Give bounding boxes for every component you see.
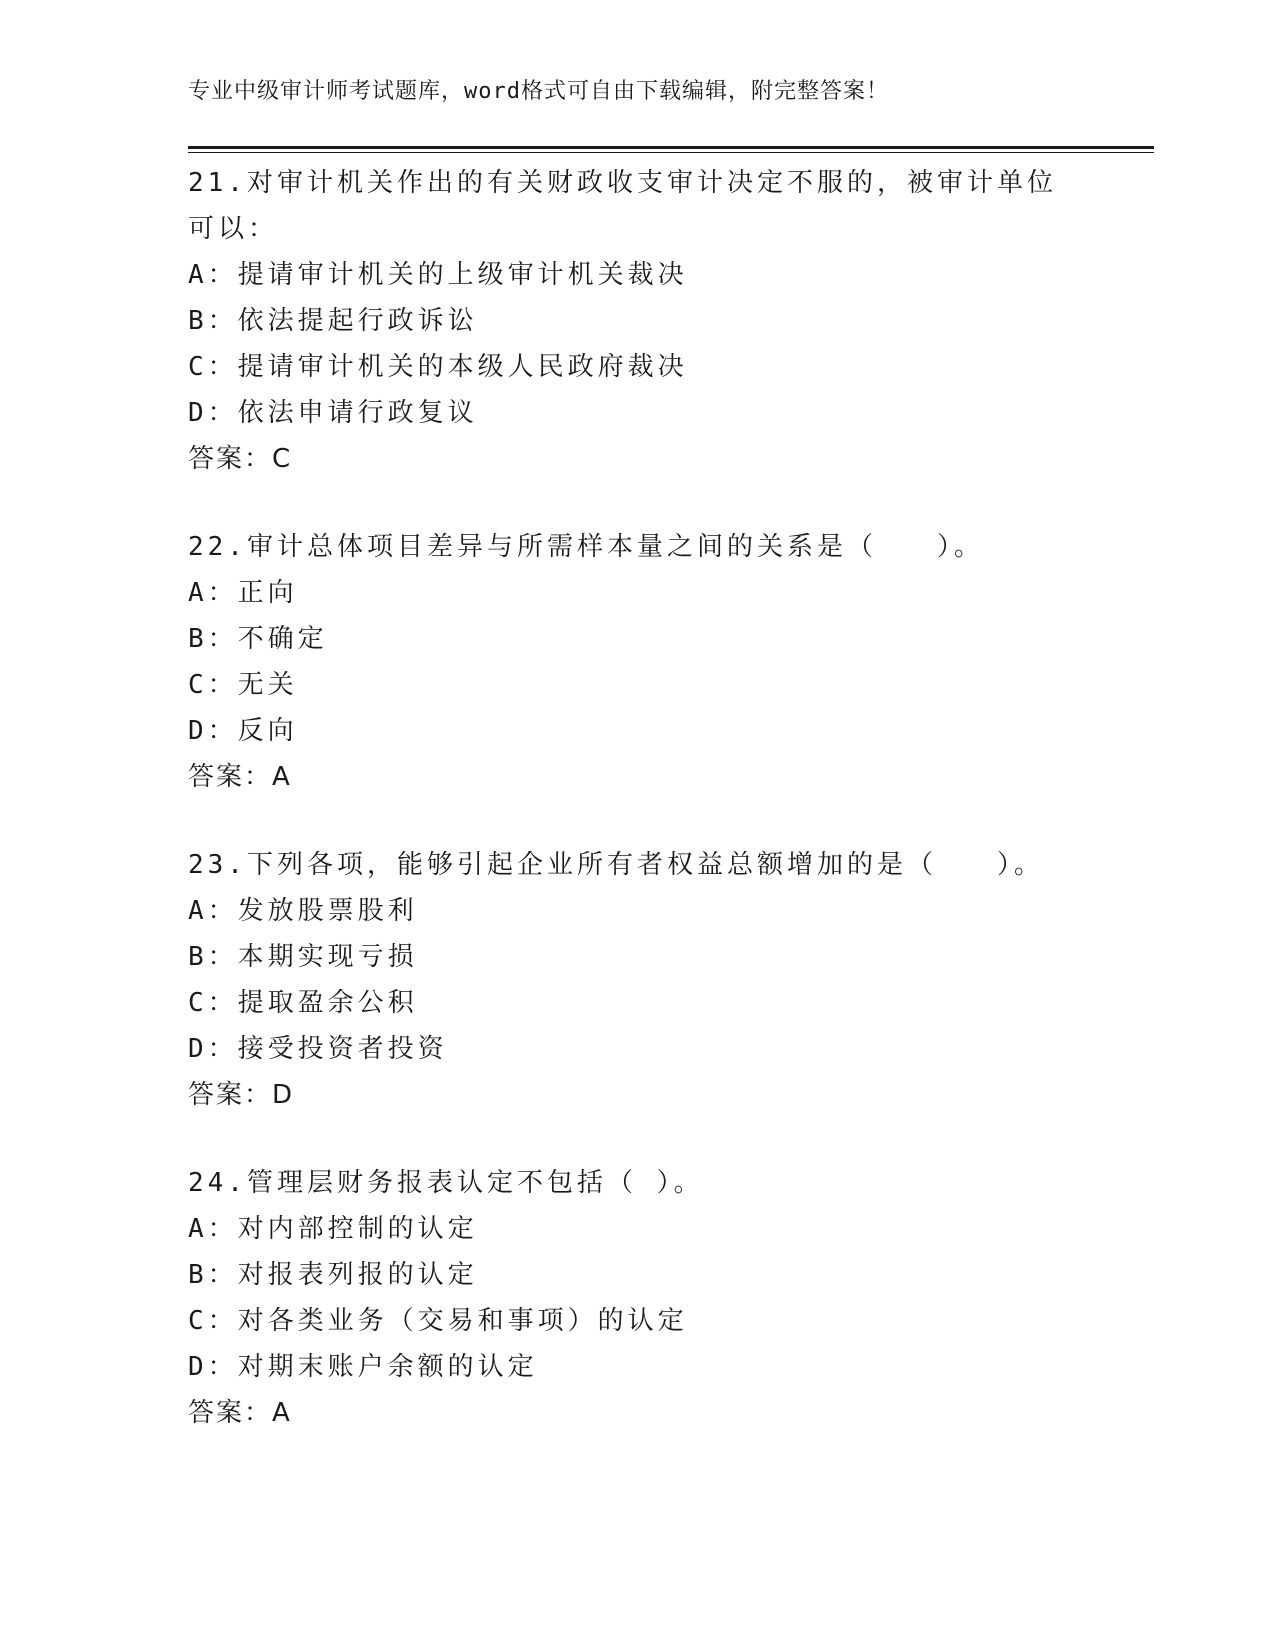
question-stem: 24.管理层财务报表认定不包括（ ）。 [188, 1168, 704, 1198]
option-b: B：对报表列报的认定 [188, 1260, 478, 1290]
option-d: D：对期末账户余额的认定 [188, 1352, 538, 1382]
answer: 答案：D [188, 1080, 295, 1110]
question-list [188, 160, 1148, 1478]
option-c: C：提请审计机关的本级人民政府裁决 [188, 352, 688, 382]
option-c: C：提取盈余公积 [188, 988, 418, 1018]
answer: 答案：C [188, 444, 293, 474]
header-rule-thin [188, 152, 1154, 153]
option-b: B：不确定 [188, 624, 328, 654]
option-d: D：接受投资者投资 [188, 1034, 448, 1064]
option-a: A：发放股票股利 [188, 896, 418, 926]
option-b: B：本期实现亏损 [188, 942, 418, 972]
option-a: A：正向 [188, 578, 298, 608]
question-22 [188, 524, 1148, 800]
question-24 [188, 1160, 1148, 1436]
question-stem: 21.对审计机关作出的有关财政收支审计决定不服的，被审计单位可以： [188, 168, 1057, 244]
header-rule-thick [188, 146, 1154, 149]
question-stem: 23.下列各项，能够引起企业所有者权益总额增加的是（ ）。 [188, 850, 1044, 880]
option-c: C：无关 [188, 670, 298, 700]
question-stem: 22.审计总体项目差异与所需样本量之间的关系是（ ）。 [188, 532, 984, 562]
question-23 [188, 842, 1148, 1118]
option-a: A：提请审计机关的上级审计机关裁决 [188, 260, 688, 290]
option-b: B：依法提起行政诉讼 [188, 306, 478, 336]
option-d: D：反向 [188, 716, 298, 746]
option-d: D：依法申请行政复议 [188, 398, 478, 428]
answer: 答案：A [188, 762, 292, 792]
option-a: A：对内部控制的认定 [188, 1214, 478, 1244]
answer: 答案：A [188, 1398, 292, 1428]
question-21 [188, 160, 1148, 482]
page-header: 专业中级审计师考试题库，word格式可自由下载编辑，附完整答案！ [188, 79, 889, 104]
option-c: C：对各类业务（交易和事项）的认定 [188, 1306, 688, 1336]
